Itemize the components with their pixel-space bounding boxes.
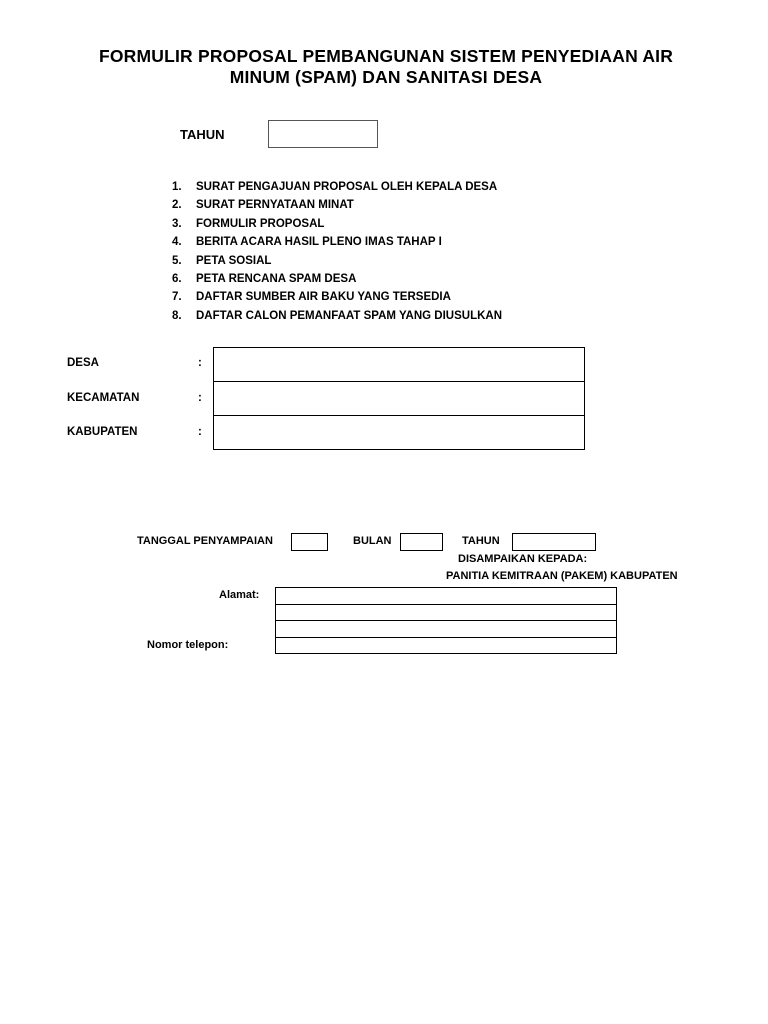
- document-text: PETA SOSIAL: [196, 254, 272, 267]
- document-number: 4.: [172, 236, 182, 249]
- alamat-field-line-1[interactable]: [276, 588, 617, 605]
- document-item: [172, 288, 502, 306]
- alamat-field-line-2[interactable]: [276, 604, 617, 621]
- document-checklist: [172, 178, 502, 325]
- document-text: SURAT PENGAJUAN PROPOSAL OLEH KEPALA DESA: [196, 181, 498, 193]
- telepon-label: Nomor telepon:: [147, 639, 229, 651]
- bulan-label: BULAN: [353, 535, 392, 547]
- document-number: 2.: [172, 199, 182, 212]
- location-table: [213, 347, 585, 450]
- document-number: 7.: [172, 291, 182, 304]
- bulan-field[interactable]: [400, 533, 443, 551]
- kabupaten-field[interactable]: [214, 416, 585, 450]
- document-text: BERITA ACARA HASIL PLENO IMAS TAHAP I: [196, 236, 442, 249]
- document-item: [172, 270, 502, 288]
- desa-colon: :: [198, 357, 202, 369]
- kabupaten-label: KABUPATEN: [67, 426, 138, 438]
- document-text: DAFTAR CALON PEMANFAAT SPAM YANG DIUSULKAN: [196, 309, 503, 322]
- submission-tahun-field[interactable]: [512, 533, 596, 551]
- document-item: [172, 252, 502, 270]
- document-item: [172, 178, 502, 196]
- kecamatan-field[interactable]: [214, 382, 585, 416]
- tanggal-field[interactable]: [291, 533, 328, 551]
- kabupaten-colon: :: [198, 426, 202, 438]
- document-number: 5.: [172, 254, 182, 267]
- document-item: [172, 233, 502, 251]
- document-text: FORMULIR PROPOSAL: [196, 217, 325, 230]
- document-text: DAFTAR SUMBER AIR BAKU YANG TERSEDIA: [196, 291, 451, 304]
- submission-tahun-label: TAHUN: [462, 535, 500, 547]
- tahun-label: TAHUN: [180, 127, 225, 142]
- document-text: SURAT PERNYATAAN MINAT: [196, 199, 354, 212]
- form-title-line-2: MINUM (SPAM) DAN SANITASI DESA: [229, 67, 543, 87]
- tahun-field[interactable]: [268, 120, 378, 148]
- document-number: 8.: [172, 309, 182, 322]
- document-text: PETA RENCANA SPAM DESA: [196, 272, 357, 285]
- form-title-line-1: FORMULIR PROPOSAL PEMBANGUNAN SISTEM PENYEDIAAN AIR: [98, 46, 674, 66]
- document-item: [172, 307, 502, 325]
- document-item: [172, 215, 502, 233]
- alamat-label: Alamat:: [219, 589, 260, 601]
- desa-label: DESA: [67, 357, 99, 369]
- alamat-field-line-3[interactable]: [276, 621, 617, 638]
- document-number: 6.: [172, 272, 182, 285]
- form-title: [40, 46, 732, 88]
- document-number: 3.: [172, 217, 182, 230]
- disampaikan-label: DISAMPAIKAN KEPADA:: [458, 553, 588, 565]
- address-table: [275, 587, 617, 654]
- document-item: [172, 196, 502, 214]
- kecamatan-label: KECAMATAN: [67, 392, 140, 404]
- recipient-label: PANITIA KEMITRAAN (PAKEM) KABUPATEN: [446, 570, 678, 582]
- document-number: 1.: [172, 181, 182, 193]
- kecamatan-colon: :: [198, 392, 202, 404]
- telepon-field[interactable]: [276, 637, 617, 654]
- desa-field[interactable]: [214, 348, 585, 382]
- tanggal-label: TANGGAL PENYAMPAIAN: [137, 535, 273, 547]
